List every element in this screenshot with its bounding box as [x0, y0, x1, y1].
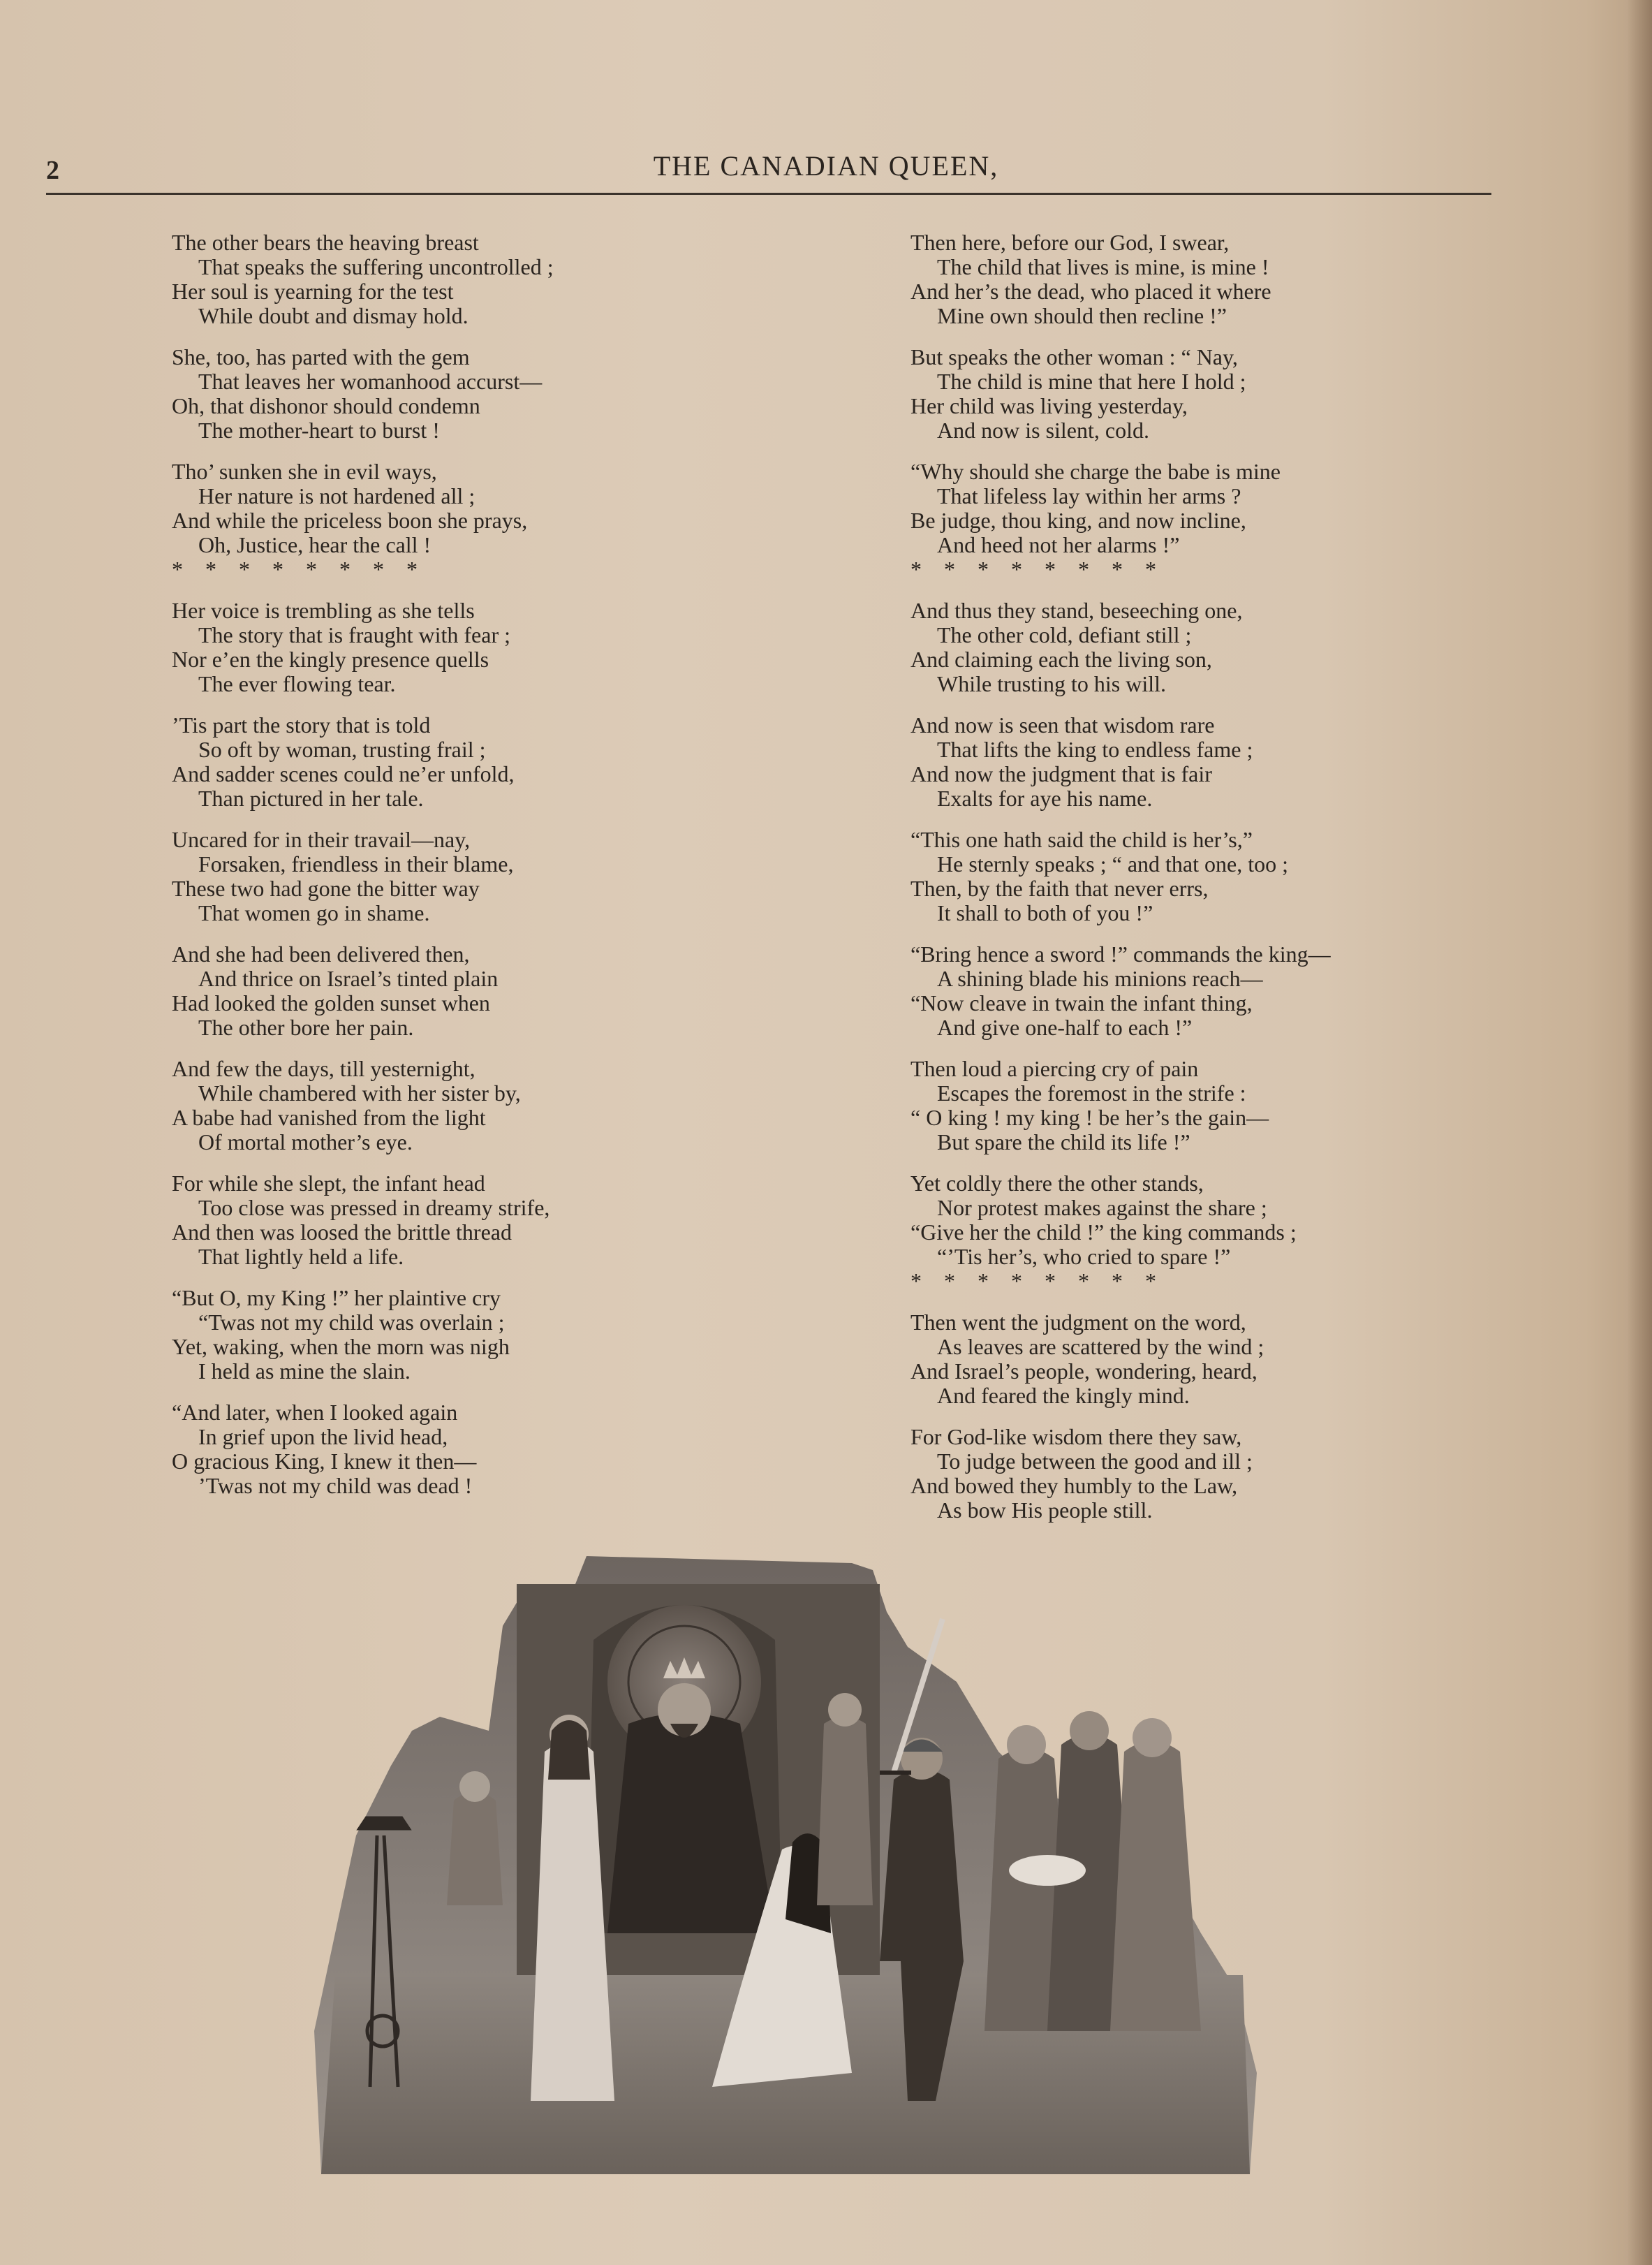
- poem-line: Then loud a piercing cry of pain: [910, 1056, 1199, 1081]
- poem-line: The mother-heart to burst !: [198, 418, 440, 443]
- poem-stanza: [910, 1425, 1483, 1523]
- poem-line: A babe had vanished from the light: [172, 1105, 486, 1130]
- poem-stanza: [172, 230, 744, 328]
- poem-line: Oh, that dishonor should condemn: [172, 393, 480, 418]
- poem-line: “Now cleave in twain the infant thing,: [910, 990, 1253, 1016]
- poem-stanza: [172, 599, 744, 696]
- poem-line: The other bore her pain.: [198, 1015, 414, 1040]
- poem-line: And thrice on Israel’s tinted plain: [198, 966, 499, 991]
- poem-line: O gracious King, I knew it then—: [172, 1449, 477, 1474]
- poem-line: Than pictured in her tale.: [198, 786, 424, 811]
- poem-line: “ O king ! my king ! be her’s the gain—: [910, 1105, 1269, 1130]
- poem-line: “And later, when I looked again: [172, 1400, 458, 1425]
- poem-stanza: [910, 1057, 1483, 1155]
- poem-column-left: [172, 230, 744, 1515]
- judgment-of-solomon-illustration: [293, 1542, 1267, 2174]
- poem-line: The child that lives is mine, is mine !: [937, 254, 1269, 279]
- poem-line: As leaves are scattered by the wind ;: [937, 1334, 1264, 1359]
- poem-line: And she had been delivered then,: [172, 941, 470, 967]
- poem-line: He sternly speaks ; “ and that one, too ;: [937, 851, 1288, 877]
- poem-line: I held as mine the slain.: [198, 1358, 411, 1384]
- poem-line: Nor e’en the kingly presence quells: [172, 647, 489, 672]
- poem-stanza: [910, 828, 1483, 925]
- poem-line: And then was loosed the brittle thread: [172, 1219, 512, 1245]
- poem-line: And now is silent, cold.: [937, 418, 1149, 443]
- poem-line: Yet coldly there the other stands,: [910, 1171, 1204, 1196]
- poem-line: That leaves her womanhood accurst—: [198, 369, 543, 394]
- section-break-asterisks: * * * * * * * *: [910, 1268, 1156, 1293]
- poem-line: Be judge, thou king, and now incline,: [910, 508, 1246, 533]
- poem-stanza: [172, 1057, 744, 1155]
- poem-line: “Why should she charge the babe is mine: [910, 459, 1281, 484]
- poem-stanza: [910, 460, 1483, 582]
- poem-line: To judge between the good and ill ;: [937, 1449, 1253, 1474]
- poem-line: The other cold, defiant still ;: [937, 622, 1192, 647]
- poem-line: Her child was living yesterday,: [910, 393, 1188, 418]
- poem-line: And few the days, till yesternight,: [172, 1056, 475, 1081]
- poem-line: While trusting to his will.: [937, 671, 1166, 696]
- poem-line: And sadder scenes could ne’er unfold,: [172, 761, 515, 786]
- poem-stanza: [172, 713, 744, 811]
- poem-line: And heed not her alarms !”: [937, 532, 1180, 557]
- poem-line: While doubt and dismay hold.: [198, 303, 469, 328]
- poem-line: The other bears the heaving breast: [172, 230, 479, 255]
- poem-line: Of mortal mother’s eye.: [198, 1129, 413, 1155]
- poem-line: Her soul is yearning for the test: [172, 279, 454, 304]
- poem-line: Exalts for aye his name.: [937, 786, 1153, 811]
- poem-stanza: [172, 460, 744, 582]
- poem-stanza: [172, 828, 744, 925]
- poem-line: That lifeless lay within her arms ?: [937, 483, 1241, 508]
- poem-line: For while she slept, the infant head: [172, 1171, 485, 1196]
- poem-line: Then went the judgment on the word,: [910, 1310, 1246, 1335]
- poem-line: While chambered with her sister by,: [198, 1080, 521, 1106]
- poem-line: For God-like wisdom there they saw,: [910, 1424, 1242, 1449]
- page-number: 2: [46, 156, 59, 185]
- poem-line: And claiming each the living son,: [910, 647, 1212, 672]
- poem-stanza: [910, 599, 1483, 696]
- poem-line: “’Tis her’s, who cried to spare !”: [937, 1244, 1231, 1269]
- poem-line: And now is seen that wisdom rare: [910, 712, 1215, 738]
- poem-stanza: [910, 230, 1483, 328]
- running-head-title: THE CANADIAN QUEEN,: [653, 150, 999, 182]
- poem-line: She, too, has parted with the gem: [172, 344, 470, 369]
- poem-line: But speaks the other woman : “ Nay,: [910, 344, 1238, 369]
- section-break-asterisks: * * * * * * * *: [910, 557, 1156, 582]
- poem-line: Too close was pressed in dreamy strife,: [198, 1195, 550, 1220]
- poem-column-right: [910, 230, 1483, 1539]
- poem-line: ’Tis part the story that is told: [172, 712, 431, 738]
- poem-stanza: [910, 1310, 1483, 1408]
- section-break-asterisks: * * * * * * * *: [172, 557, 418, 582]
- page-edge-shadow: [1627, 0, 1652, 2265]
- poem-line: But spare the child its life !”: [937, 1129, 1190, 1155]
- poem-line: Then, by the faith that never errs,: [910, 876, 1209, 901]
- poem-stanza: [910, 942, 1483, 1040]
- poem-line: And feared the kingly mind.: [937, 1383, 1190, 1408]
- poem-line: The story that is fraught with fear ;: [198, 622, 510, 647]
- poem-line: The ever flowing tear.: [198, 671, 396, 696]
- poem-line: In grief upon the livid head,: [198, 1424, 448, 1449]
- poem-line: Her nature is not hardened all ;: [198, 483, 475, 508]
- poem-line: These two had gone the bitter way: [172, 876, 480, 901]
- poem-stanza: [172, 345, 744, 443]
- poem-line: And thus they stand, beseeching one,: [910, 598, 1243, 623]
- poem-line: And give one-half to each !”: [937, 1015, 1193, 1040]
- poem-stanza: [172, 1286, 744, 1384]
- poem-stanza: [910, 1171, 1483, 1293]
- poem-line: Escapes the foremost in the strife :: [937, 1080, 1246, 1106]
- poem-line: And while the priceless boon she prays,: [172, 508, 528, 533]
- poem-line: And Israel’s people, wondering, heard,: [910, 1358, 1258, 1384]
- poem-line: As bow His people still.: [937, 1497, 1153, 1523]
- poem-line: Forsaken, friendless in their blame,: [198, 851, 514, 877]
- poem-line: Her voice is trembling as she tells: [172, 598, 475, 623]
- poem-line: “Bring hence a sword !” commands the king—: [910, 941, 1331, 967]
- poem-line: Yet, waking, when the morn was nigh: [172, 1334, 510, 1359]
- poem-line: “This one hath said the child is her’s,”: [910, 827, 1253, 852]
- poem-line: Then here, before our God, I swear,: [910, 230, 1230, 255]
- poem-stanza: [910, 713, 1483, 811]
- poem-line: That lifts the king to endless fame ;: [937, 737, 1253, 762]
- poem-line: Mine own should then recline !”: [937, 303, 1227, 328]
- poem-line: “Twas not my child was overlain ;: [198, 1310, 505, 1335]
- poem-line: And bowed they humbly to the Law,: [910, 1473, 1238, 1498]
- poem-line: Nor protest makes against the share ;: [937, 1195, 1267, 1220]
- header-rule: [46, 193, 1491, 195]
- poem-line: Tho’ sunken she in evil ways,: [172, 459, 437, 484]
- poem-line: It shall to both of you !”: [937, 900, 1153, 925]
- poem-line: A shining blade his minions reach—: [937, 966, 1263, 991]
- poem-line: Had looked the golden sunset when: [172, 990, 490, 1016]
- poem-line: Oh, Justice, hear the call !: [198, 532, 432, 557]
- poem-line: So oft by woman, trusting frail ;: [198, 737, 486, 762]
- poem-line: That women go in shame.: [198, 900, 430, 925]
- poem-stanza: [172, 942, 744, 1040]
- poem-line: That lightly held a life.: [198, 1244, 404, 1269]
- poem-stanza: [910, 345, 1483, 443]
- poem-line: And now the judgment that is fair: [910, 761, 1212, 786]
- poem-line: “Give her the child !” the king commands ;: [910, 1219, 1297, 1245]
- poem-stanza: [172, 1400, 744, 1498]
- poem-line: That speaks the suffering uncontrolled ;: [198, 254, 554, 279]
- poem-line: The child is mine that here I hold ;: [937, 369, 1246, 394]
- poem-line: “But O, my King !” her plaintive cry: [172, 1285, 501, 1310]
- poem-line: ’Twas not my child was dead !: [198, 1473, 473, 1498]
- poem-line: And her’s the dead, who placed it where: [910, 279, 1271, 304]
- poem-stanza: [172, 1171, 744, 1269]
- poem-line: Uncared for in their travail—nay,: [172, 827, 471, 852]
